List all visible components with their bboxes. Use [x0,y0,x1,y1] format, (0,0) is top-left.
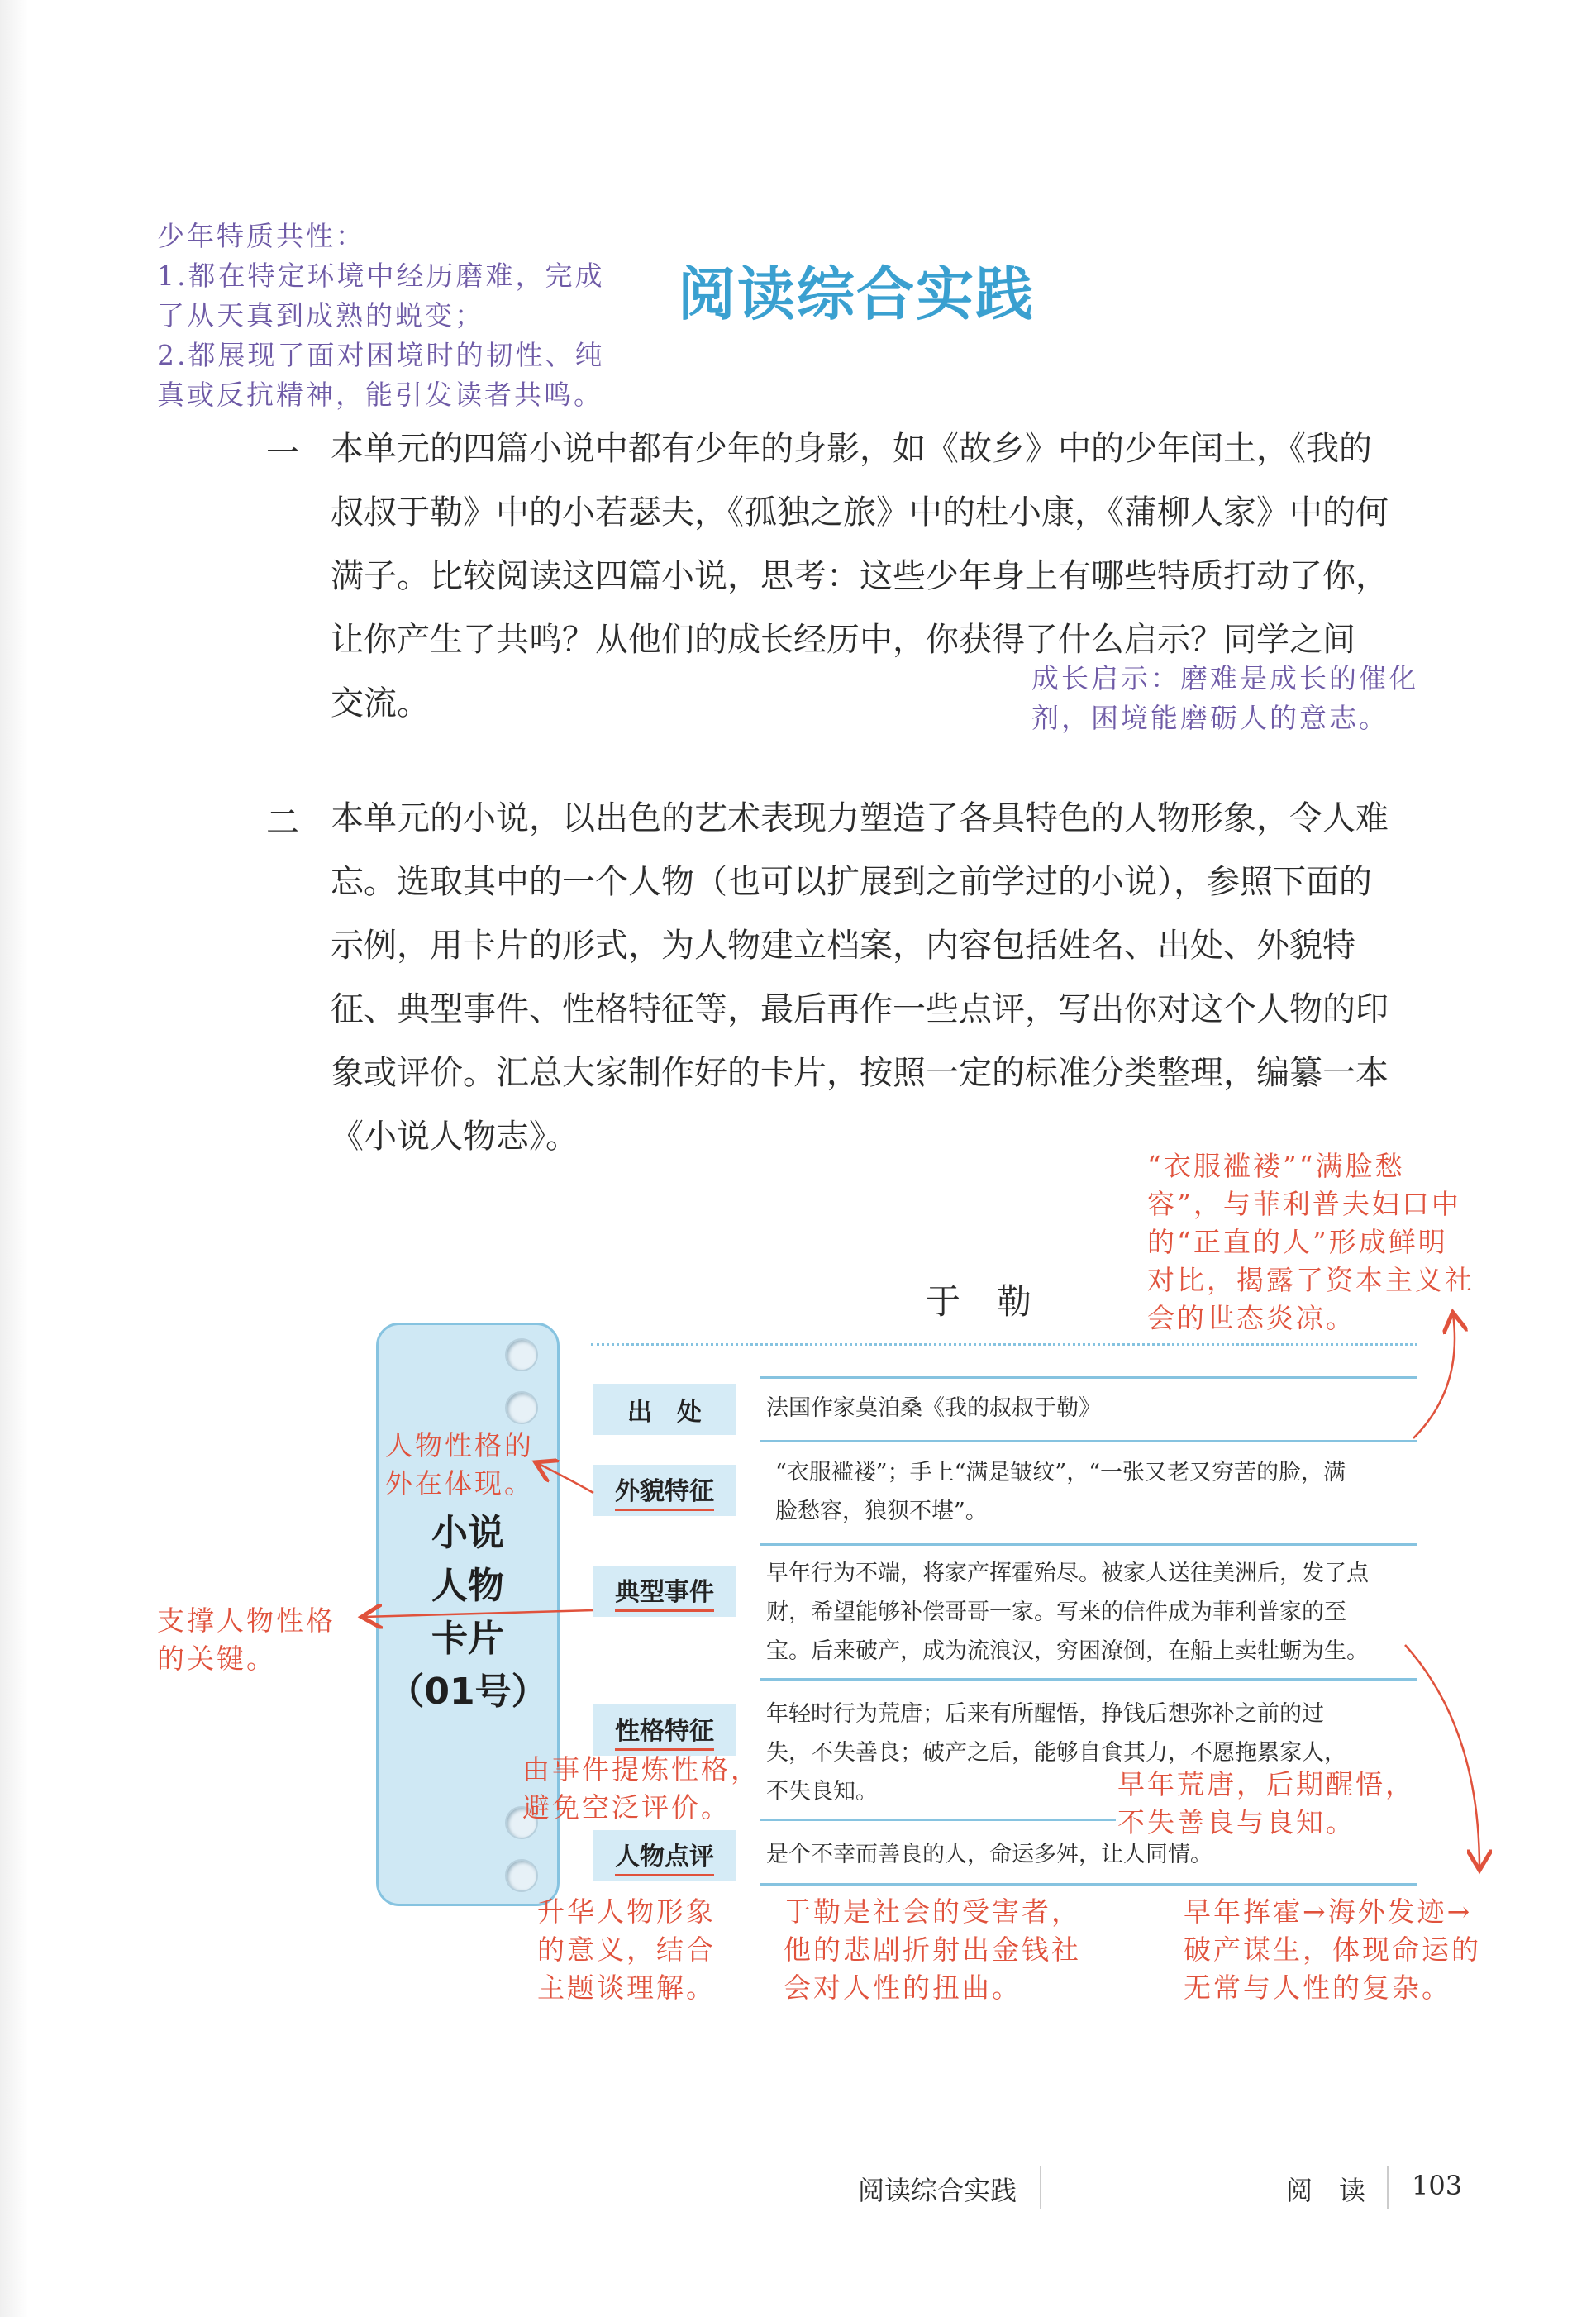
card-content-line: 脸愁容，狼狈不堪”。 [775,1499,988,1524]
annotation-line: 对比，揭露了资本主义社 [1147,1264,1475,1296]
annotation-line: 人物性格的 [385,1429,534,1461]
annotation-line: 的“正直的人”形成鲜明 [1147,1226,1448,1258]
card-label-text: 性格特征 [615,1710,714,1751]
annotation-line: 2.都展现了面对困境时的韧性、纯 [157,339,605,371]
sidebar-line: （01号） [388,1671,548,1713]
arrow-contrast [1413,1314,1455,1438]
question-line: 示例，用卡片的形式，为人物建立档案，内容包括姓名、出处、外貌特 [331,927,1355,965]
annotation-line: “衣服褴褛”“满脸愁 [1147,1150,1405,1182]
page-number: 103 [1412,2170,1463,2201]
question-line: 满子。比较阅读这四篇小说，思考：这些少年身上有哪些特质打动了你， [331,557,1389,595]
sidebar-line: 人物 [431,1565,504,1607]
card-content-line: 早年行为不端，将家产挥霍殆尽。被家人送往美洲后，发了点 [766,1561,1369,1586]
annotation-line: 了从天真到成熟的蜕变； [157,299,484,331]
arrow-event [364,1610,593,1617]
question-line: 象或评价。汇总大家制作好的卡片，按照一定的标准分类整理，编纂一本 [331,1054,1389,1092]
card-content-line: 宝。后来破产，成为流浪汉，穷困潦倒，在船上卖牡蛎为生。 [766,1638,1369,1664]
arrow-fate [1405,1645,1479,1868]
footer-separator [1387,2166,1389,2209]
card-label-text: 人物点评 [615,1836,714,1876]
annotation-line: 主题谈理解。 [537,1971,716,2004]
card-name: 于勒 [926,1281,1069,1322]
sidebar-line: 卡片 [431,1618,504,1660]
annotation-line: 真或反抗精神，能引发读者共鸣。 [157,379,603,411]
footer-separator [1040,2166,1041,2209]
annotation-line: 容”，与菲利普夫妇口中 [1147,1188,1461,1220]
footer-section: 阅读综合实践 [858,2175,1017,2206]
annotation-line: 破产谋生，体现命运的 [1184,1933,1481,1966]
card-label-text: 出 处 [627,1398,702,1427]
card-content-line: 年轻时行为荒唐；后来有所醒悟，挣钱后想弥补之前的过 [766,1701,1324,1727]
question-line: 《小说人物志》。 [331,1118,579,1156]
annotation-line: 支撑人物性格 [157,1604,336,1637]
question-line: 征、典型事件、性格特征等，最后再作一些点评，写出你对这个人物的印 [331,990,1389,1028]
card-content-line: 是个不幸而善良的人，命运多舛，让人同情。 [766,1842,1212,1867]
annotation-line: 的意义，结合 [537,1933,716,1966]
annotation-line: 外在体现。 [385,1467,534,1499]
card-content-line: 失，不失善良；破产之后，能够自食其力，不愿拖累家人， [766,1740,1346,1766]
annotation-line: 早年荒唐，后期醒悟， [1117,1768,1415,1800]
card-label-text: 典型事件 [615,1571,714,1612]
card-label-text: 外貌特征 [615,1471,714,1511]
annotation-line: 由事件提炼性格， [522,1753,760,1785]
question-line: 忘。选取其中的一个人物（也可以扩展到之前学过的小说），参照下面的 [331,863,1372,901]
annotation-line: 1.都在特定环境中经历磨难，完成 [157,260,605,292]
annotation-line: 早年挥霍→海外发迹→ [1184,1895,1473,1928]
card-content-line: “衣服褴褛”；手上“满是皱纹”，“一张又老又穷苦的脸，满 [775,1460,1346,1485]
annotation-line: 会的世态炎凉。 [1147,1302,1355,1334]
annotation-line: 会对人性的扭曲。 [784,1971,1022,2004]
annotation-line: 他的悲剧折射出金钱社 [784,1933,1081,1966]
question-2-number: 二 [266,803,299,841]
annotation-line: 无常与人性的复杂。 [1184,1971,1451,2004]
annotation-line: 升华人物形象 [537,1895,716,1928]
question-line: 交流。 [331,684,430,722]
card-content-line: 不失良知。 [766,1779,878,1804]
arrow-appearance [537,1463,593,1493]
question-line: 叔叔于勒》中的小若瑟夫，《孤独之旅》中的杜小康，《蒲柳人家》中的何 [331,493,1389,532]
annotation-line: 的关键。 [157,1642,276,1675]
question-line: 本单元的四篇小说中都有少年的身影，如《故乡》中的少年闰土，《我的 [331,430,1372,468]
question-line: 本单元的小说，以出色的艺术表现力塑造了各具特色的人物形象，令人难 [331,799,1389,837]
question-line: 让你产生了共鸣？从他们的成长经历中，你获得了什么启示？同学之间 [331,621,1355,659]
annotation-line: 不失善良与良知。 [1117,1806,1355,1838]
annotation-line: 剂，困境能磨砺人的意志。 [1031,702,1389,734]
annotation-line: 成长启示：磨难是成长的催化 [1031,662,1418,694]
card-content-line: 法国作家莫泊桑《我的叔叔于勒》 [766,1395,1101,1421]
question-1-number: 一 [266,434,299,472]
card-content-line: 财，希望能够补偿哥哥一家。写来的信件成为菲利普家的至 [766,1599,1346,1625]
annotation-line: 于勒是社会的受害者， [784,1895,1081,1928]
page-title: 阅读综合实践 [678,260,1035,328]
sidebar-line: 小说 [431,1512,504,1554]
annotation-line: 避免空泛评价。 [522,1791,731,1824]
footer-unit: 阅 读 [1286,2175,1366,2206]
annotation-line: 少年特质共性： [157,220,365,252]
